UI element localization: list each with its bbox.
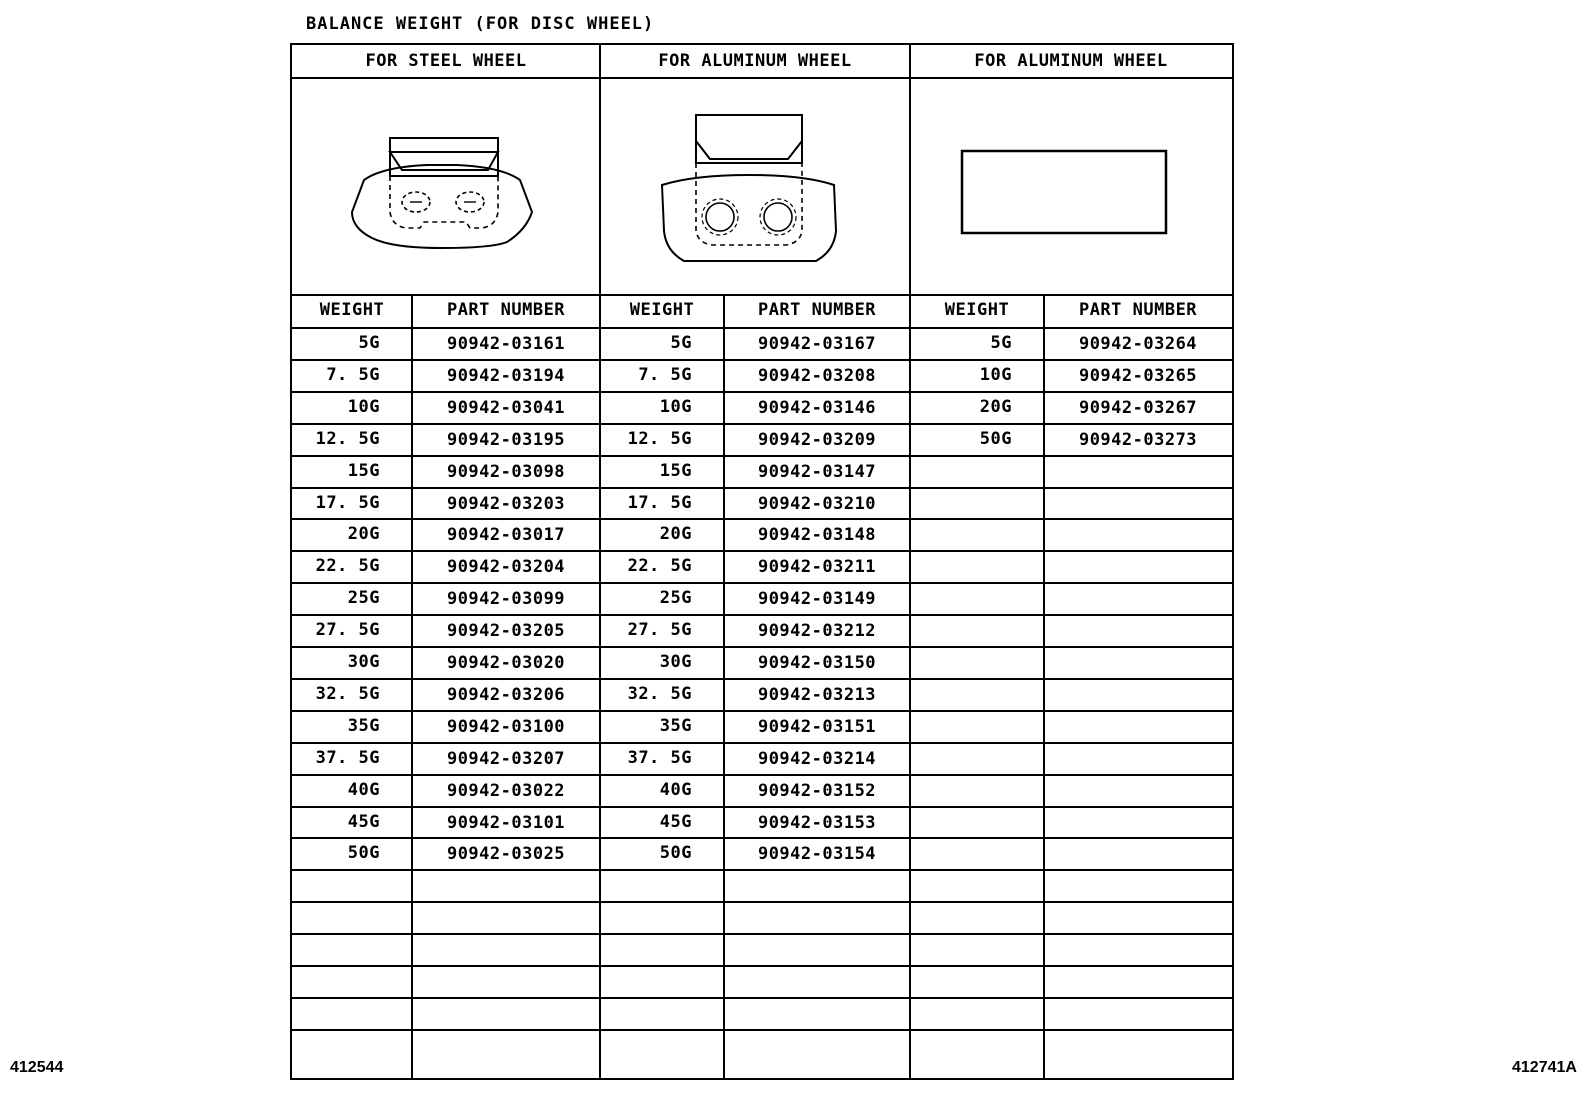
row-divider [292, 646, 1232, 648]
part-number-cell: 90942-03203 [446, 493, 566, 514]
part-number-cell: 90942-03020 [446, 653, 566, 673]
row-divider [292, 678, 1232, 680]
weight-cell: 40G [659, 779, 692, 800]
row-divider [292, 582, 1232, 584]
part-number-cell: 90942-03098 [446, 461, 566, 482]
weight-header: WEIGHT [629, 300, 695, 320]
part-number-cell: 90942-03267 [1078, 397, 1198, 418]
part-number-cell: 90942-03212 [757, 621, 877, 642]
row-divider [292, 550, 1232, 552]
weight-cell: 37. 5G [315, 747, 380, 768]
row-divider [292, 359, 1232, 361]
row-divider [292, 455, 1232, 457]
weight-cell: 50G [659, 843, 692, 864]
part-number-cell: 90942-03149 [757, 589, 877, 610]
row-divider [292, 614, 1232, 616]
weight-cell: 17. 5G [315, 492, 380, 513]
weight-cell: 32. 5G [627, 683, 692, 704]
part-number-cell: 90942-03264 [1078, 334, 1198, 354]
row-divider [292, 391, 1232, 393]
weight-cell: 50G [979, 428, 1012, 449]
weight-header: WEIGHT [319, 300, 385, 320]
weight-cell: 12. 5G [315, 428, 380, 449]
row-divider [292, 487, 1232, 489]
part-number-cell: 90942-03213 [757, 684, 877, 705]
part-number-cell: 90942-03152 [757, 780, 877, 801]
document-title: BALANCE WEIGHT (FOR DISC WHEEL) [306, 14, 655, 34]
part-number-cell: 90942-03214 [757, 748, 877, 769]
part-number-cell: 90942-03161 [446, 334, 566, 354]
part-number-cell: 90942-03211 [757, 557, 877, 578]
adhesive-weight-illustration [958, 147, 1168, 237]
weight-cell: 32. 5G [315, 683, 380, 704]
subheader-divider [292, 327, 1232, 329]
part-number-cell: 90942-03210 [757, 493, 877, 514]
part-number-cell: 90942-03025 [446, 844, 566, 865]
part-number-cell: 90942-03150 [757, 653, 877, 673]
row-divider [292, 1029, 1232, 1031]
weight-cell: 7. 5G [326, 364, 380, 385]
weight-cell: 30G [347, 652, 380, 672]
weight-cell: 27. 5G [315, 620, 380, 641]
weight-cell: 10G [347, 396, 380, 417]
weight-cell: 45G [347, 811, 380, 832]
weight-cell: 35G [347, 715, 380, 736]
weight-cell: 12. 5G [627, 428, 692, 449]
column-group-header: FOR ALUMINUM WHEEL [974, 51, 1168, 71]
row-divider [292, 997, 1232, 999]
row-divider [292, 837, 1232, 839]
weight-cell: 37. 5G [627, 747, 692, 768]
balance-weight-table [290, 43, 1234, 1080]
weight-cell: 35G [659, 715, 692, 736]
row-divider [292, 518, 1232, 520]
part-number-cell: 90942-03154 [757, 844, 877, 865]
weight-cell: 22. 5G [315, 556, 380, 577]
part-number-cell: 90942-03208 [757, 365, 877, 386]
part-number-cell: 90942-03265 [1078, 365, 1198, 386]
weight-cell: 10G [979, 364, 1012, 385]
part-number-cell: 90942-03100 [446, 716, 566, 737]
part-number-cell: 90942-03194 [446, 365, 566, 386]
weight-cell: 45G [659, 811, 692, 832]
part-number-cell: 90942-03101 [446, 812, 566, 833]
steel-clip-weight-illustration [342, 130, 542, 260]
weight-cell: 40G [347, 779, 380, 800]
weight-cell: 50G [347, 843, 380, 864]
weight-cell: 20G [659, 524, 692, 545]
part-number-cell: 90942-03204 [446, 557, 566, 578]
part-number-cell: 90942-03099 [446, 589, 566, 610]
weight-cell: 20G [979, 396, 1012, 417]
part-number-cell: 90942-03207 [446, 748, 566, 769]
weight-cell: 22. 5G [627, 556, 692, 577]
weight-cell: 15G [659, 460, 692, 481]
part-number-cell: 90942-03017 [446, 525, 566, 546]
part-number-cell: 90942-03209 [757, 429, 877, 450]
row-divider [292, 710, 1232, 712]
row-divider [292, 742, 1232, 744]
row-divider [292, 423, 1232, 425]
part-number-cell: 90942-03151 [757, 716, 877, 737]
weight-cell: 27. 5G [627, 620, 692, 641]
column-group-header: FOR STEEL WHEEL [365, 51, 527, 71]
weight-cell: 15G [347, 460, 380, 481]
footer-ref-left: 412544 [10, 1059, 64, 1076]
weight-header: WEIGHT [944, 300, 1010, 320]
row-divider [292, 965, 1232, 967]
row-divider [292, 774, 1232, 776]
row-divider [292, 933, 1232, 935]
weight-cell: 5G [358, 333, 380, 353]
part-number-header: PART NUMBER [757, 300, 877, 320]
part-number-cell: 90942-03041 [446, 397, 566, 418]
part-number-cell: 90942-03167 [757, 334, 877, 354]
weight-cell: 10G [659, 396, 692, 417]
weight-cell: 25G [347, 588, 380, 609]
weight-cell: 5G [670, 333, 692, 353]
part-number-header: PART NUMBER [1078, 300, 1198, 320]
weight-cell: 30G [659, 652, 692, 672]
row-divider [292, 806, 1232, 808]
part-number-cell: 90942-03022 [446, 780, 566, 801]
aluminum-clip-weight-illustration [654, 111, 839, 271]
weight-cell: 7. 5G [638, 364, 692, 385]
row-divider [292, 869, 1232, 871]
header-divider [292, 77, 1232, 79]
part-number-cell: 90942-03206 [446, 684, 566, 705]
part-number-cell: 90942-03147 [757, 461, 877, 482]
part-number-cell: 90942-03205 [446, 621, 566, 642]
weight-cell: 5G [990, 333, 1012, 353]
part-number-header: PART NUMBER [446, 300, 566, 320]
illustration-divider [292, 294, 1232, 296]
part-number-cell: 90942-03146 [757, 397, 877, 418]
part-number-cell: 90942-03153 [757, 812, 877, 833]
weight-cell: 20G [347, 524, 380, 545]
column-group-header: FOR ALUMINUM WHEEL [658, 51, 852, 71]
footer-ref-right: 412741A [1512, 1059, 1577, 1076]
row-divider [292, 901, 1232, 903]
weight-cell: 25G [659, 588, 692, 609]
part-number-cell: 90942-03148 [757, 525, 877, 546]
part-number-cell: 90942-03195 [446, 429, 566, 450]
part-number-cell: 90942-03273 [1078, 429, 1198, 450]
weight-cell: 17. 5G [627, 492, 692, 513]
